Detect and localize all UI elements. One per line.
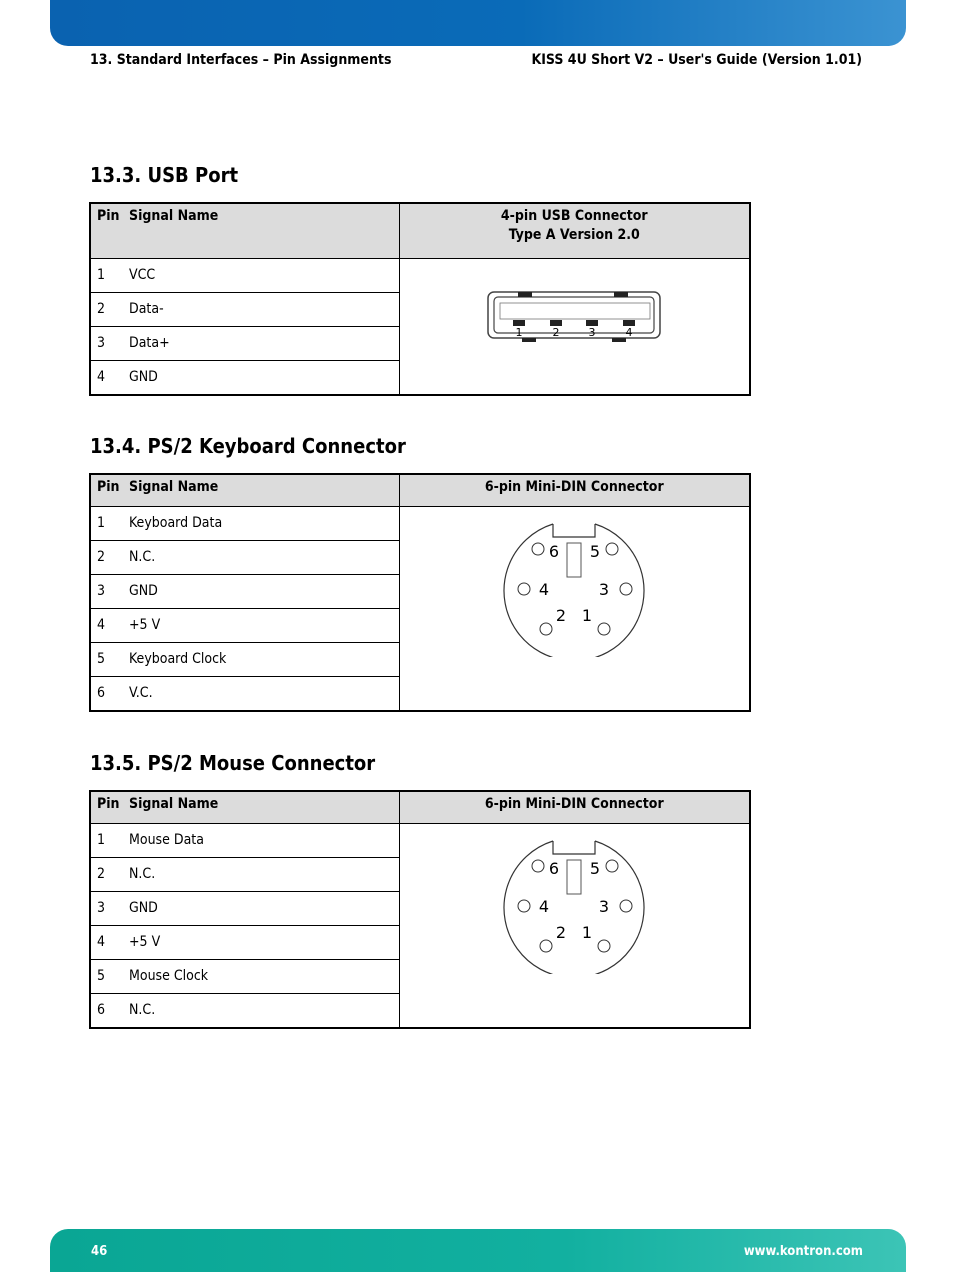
pin-number: 2	[90, 540, 123, 574]
pin-number: 2	[90, 292, 123, 326]
signal-name: +5 V	[123, 608, 399, 642]
pin-number: 4	[90, 925, 123, 959]
section-title-mouse: 13.5. PS/2 Mouse Connector	[90, 751, 376, 775]
column-header-pin: Pin	[90, 203, 123, 258]
column-header-pin: Pin	[90, 474, 123, 506]
column-header-pin: Pin	[90, 791, 123, 823]
column-header-connector	[399, 203, 750, 258]
signal-name: GND	[123, 891, 399, 925]
column-header-connector: 6-pin Mini-DIN Connector	[399, 791, 750, 823]
table-header-row	[90, 474, 750, 506]
signal-name: V.C.	[129, 685, 153, 701]
din-pin-label-2: 2	[556, 922, 567, 942]
din-pin-label-3: 3	[599, 579, 610, 599]
din-pin-label-6: 6	[549, 541, 560, 561]
pin-number: 5	[90, 642, 123, 676]
page-number: 46	[91, 1244, 108, 1259]
usb-pin-label-1: 1	[515, 325, 523, 339]
signal-name: Mouse Clock	[123, 959, 399, 993]
keyboard-pin-table	[89, 473, 751, 712]
signal-name: Keyboard Clock	[123, 642, 399, 676]
mouse-connector-diagram-cell	[399, 823, 750, 1028]
din-pin-label-1: 1	[582, 922, 593, 942]
usb-pin-label-3: 3	[588, 325, 596, 339]
signal-name: GND	[123, 574, 399, 608]
din-pin-label-5: 5	[590, 858, 601, 878]
usb-pin-label-2: 2	[552, 325, 560, 339]
column-header-signal: Signal Name	[123, 203, 399, 258]
pin-number: 1	[90, 506, 123, 540]
din-pin-label-5: 5	[590, 541, 601, 561]
signal-name: N.C.	[129, 1002, 156, 1018]
pin-number: 4	[90, 608, 123, 642]
header-document-title: KISS 4U Short V2 – User's Guide (Version 1.01)	[531, 52, 862, 68]
table-row	[90, 258, 750, 292]
usb-connector-diagram-cell	[399, 258, 750, 395]
signal-name: GND	[129, 369, 158, 385]
usb-pin-table	[89, 202, 751, 396]
table-header-row	[90, 203, 750, 258]
header-band	[50, 0, 906, 46]
column-header-connector: 6-pin Mini-DIN Connector	[399, 474, 750, 506]
pin-number: 6	[97, 685, 106, 701]
pin-number: 1	[90, 258, 123, 292]
mouse-mini-din-diagram	[494, 824, 654, 974]
din-pin-label-4: 4	[539, 896, 550, 916]
keyboard-mini-din-diagram	[494, 507, 654, 657]
din-pin-label-1: 1	[582, 605, 593, 625]
section-title-usb: 13.3. USB Port	[90, 163, 239, 187]
usb-connector-diagram	[474, 259, 674, 389]
pin-number: 3	[90, 326, 123, 360]
section-title-keyboard: 13.4. PS/2 Keyboard Connector	[90, 434, 406, 458]
mouse-pin-table	[89, 790, 751, 1029]
signal-name: VCC	[123, 258, 399, 292]
footer-url-link[interactable]: www.kontron.com	[743, 1244, 863, 1259]
table-row	[90, 823, 750, 857]
column-header-signal: Signal Name	[123, 791, 399, 823]
pin-number: 1	[90, 823, 123, 857]
signal-name: Data+	[123, 326, 399, 360]
keyboard-connector-diagram-cell	[399, 506, 750, 711]
header-chapter-title: 13. Standard Interfaces – Pin Assignments	[90, 52, 392, 68]
din-pin-label-3: 3	[599, 896, 610, 916]
connector-title-line1: 4-pin USB Connector	[500, 208, 648, 224]
usb-pin-label-4: 4	[625, 325, 633, 339]
column-header-signal: Signal Name	[123, 474, 399, 506]
din-pin-label-4: 4	[539, 579, 550, 599]
pin-number: 3	[90, 574, 123, 608]
signal-name: N.C.	[123, 857, 399, 891]
table-row	[90, 506, 750, 540]
signal-name: Keyboard Data	[123, 506, 399, 540]
pin-number: 5	[90, 959, 123, 993]
din-pin-label-2: 2	[556, 605, 567, 625]
pin-number: 3	[90, 891, 123, 925]
signal-name: Data-	[123, 292, 399, 326]
signal-name: +5 V	[123, 925, 399, 959]
table-header-row	[90, 791, 750, 823]
signal-name: N.C.	[123, 540, 399, 574]
pin-number: 2	[90, 857, 123, 891]
signal-name: Mouse Data	[123, 823, 399, 857]
pin-number: 4	[97, 369, 106, 385]
pin-number: 6	[97, 1002, 106, 1018]
connector-title-line2: Type A Version 2.0	[508, 227, 640, 243]
din-pin-label-6: 6	[549, 858, 560, 878]
